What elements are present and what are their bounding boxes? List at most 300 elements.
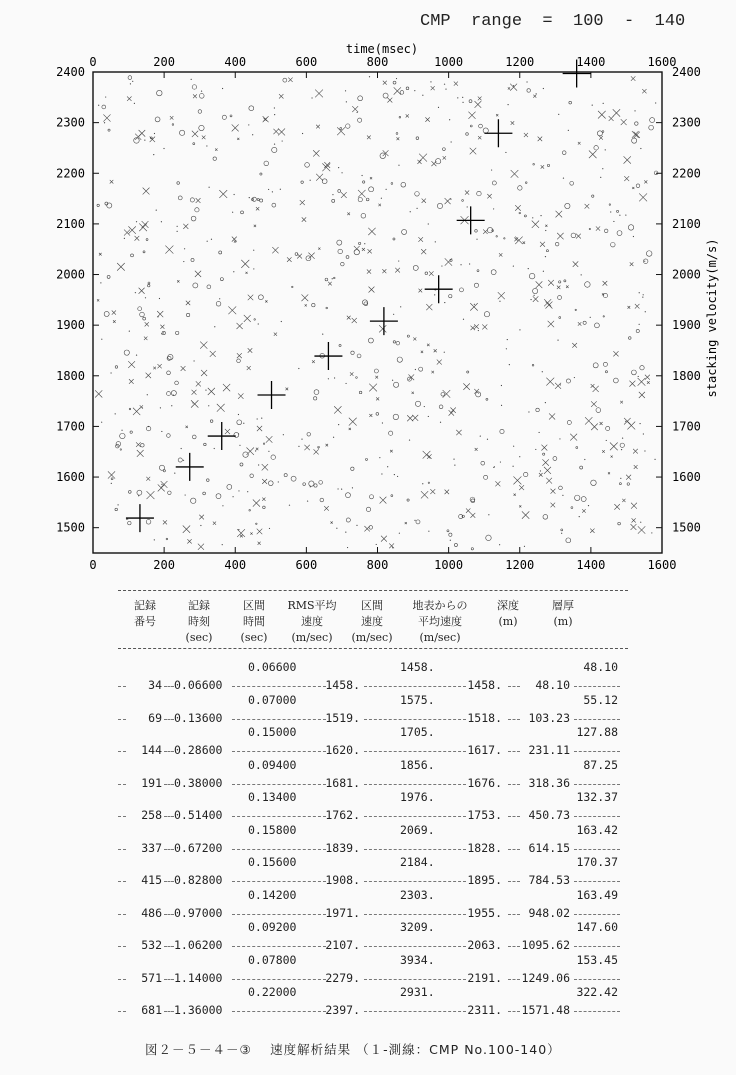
scatter-mark: [338, 167, 339, 168]
scatter-mark: [559, 438, 560, 439]
table-header-text: (sec): [240, 631, 268, 644]
record-number-cell: 681: [141, 1003, 162, 1017]
scatter-mark: [192, 390, 197, 395]
scatter-mark: [116, 442, 121, 447]
scatter-mark: [470, 148, 476, 154]
scatter-mark: [499, 544, 500, 545]
average-velocity-cell: 1676.: [467, 775, 502, 790]
scatter-mark: [249, 197, 250, 198]
layer-thickness-cell: 147.60: [576, 920, 618, 934]
layer-thickness-cell: 322.42: [576, 985, 618, 999]
scatter-mark: [578, 322, 582, 326]
record-time-cell: 0.13600: [174, 710, 223, 725]
scatter-mark: [163, 148, 164, 149]
scatter-mark: [449, 533, 452, 536]
record-number-cell: 571: [141, 970, 162, 985]
scatter-mark: [258, 464, 259, 465]
scatter-mark: [108, 471, 115, 478]
scatter-mark: [237, 138, 239, 140]
scatter-mark: [258, 542, 261, 545]
scatter-mark: [638, 376, 639, 377]
velocity-pick-mark: [484, 119, 512, 147]
scatter-mark: [219, 251, 222, 254]
scatter-mark: [136, 221, 137, 222]
scatter-mark: [177, 280, 179, 282]
scatter-mark: [367, 136, 371, 140]
scatter-mark: [444, 84, 445, 85]
x-tick-label-top: 200: [153, 55, 175, 69]
scatter-mark: [256, 523, 258, 525]
scatter-mark: [316, 174, 323, 181]
scatter-mark: [195, 208, 199, 212]
scatter-mark: [613, 109, 620, 116]
scatter-mark: [369, 287, 375, 293]
scatter-mark: [246, 447, 253, 454]
y-tick-label-right: 1600: [672, 470, 701, 485]
x-tick-label-top: 600: [295, 55, 318, 69]
scatter-mark: [104, 311, 109, 316]
scatter-mark: [434, 349, 437, 352]
scatter-mark: [631, 370, 636, 375]
scatter-mark: [227, 484, 232, 489]
scatter-mark: [253, 268, 254, 269]
scatter-mark: [331, 521, 333, 523]
scatter-mark: [513, 476, 521, 484]
table-header-text: (m/sec): [291, 631, 333, 644]
scatter-mark: [474, 324, 479, 329]
scatter-mark: [396, 341, 400, 345]
scatter-mark: [136, 442, 141, 447]
scatter-mark: [101, 422, 102, 423]
y-tick-label-right: 1700: [672, 419, 701, 434]
scatter-mark: [509, 364, 510, 365]
scatter-mark: [445, 88, 446, 89]
scatter-mark: [183, 261, 184, 262]
scatter-mark: [320, 498, 324, 502]
scatter-mark: [421, 351, 423, 353]
scatter-mark: [214, 448, 215, 449]
scatter-mark: [298, 446, 299, 447]
depth-cell: 1095.62: [521, 938, 570, 952]
scatter-mark: [181, 366, 186, 371]
scatter-mark: [611, 456, 613, 458]
table-header-text: (m/sec): [351, 631, 393, 644]
y-axis-label: stacking velocity(m/s): [705, 238, 719, 398]
scatter-mark: [584, 459, 585, 460]
record-number-cell: 69: [148, 710, 162, 725]
scatter-mark: [492, 181, 496, 185]
record-number-cell: 191: [141, 775, 162, 790]
scatter-mark: [600, 177, 601, 178]
scatter-mark: [376, 397, 379, 400]
interval-time-cell: 0.15800: [248, 822, 297, 837]
scatter-mark: [262, 498, 265, 501]
scatter-mark: [196, 381, 201, 386]
scatter-mark: [168, 491, 172, 495]
scatter-mark: [160, 325, 164, 329]
scatter-mark: [369, 495, 373, 499]
scatter-mark: [597, 131, 602, 136]
scatter-mark: [525, 182, 527, 184]
scatter-mark: [209, 187, 210, 188]
scatter-mark: [390, 450, 392, 452]
scatter-mark: [316, 125, 320, 129]
scatter-mark: [514, 237, 518, 241]
scatter-mark: [427, 454, 432, 459]
record-time-cell: 0.38000: [174, 775, 223, 790]
rms-velocity-cell: 1839.: [325, 840, 360, 855]
scatter-mark: [514, 494, 516, 496]
table-header-text: 速度: [361, 615, 383, 628]
scatter-mark: [475, 230, 478, 233]
scatter-mark: [609, 204, 611, 206]
scatter-mark: [621, 449, 622, 450]
scatter-mark: [201, 91, 202, 92]
scatter-mark: [167, 434, 171, 438]
scatter-mark: [441, 265, 442, 266]
scatter-mark: [198, 110, 202, 114]
table-dash: [164, 784, 174, 785]
scatter-mark: [477, 191, 481, 195]
scatter-mark: [248, 124, 249, 125]
scatter-mark: [628, 337, 631, 340]
scatter-mark: [244, 315, 251, 322]
table-header-text: 番号: [134, 615, 156, 628]
velocity-pick-mark: [176, 453, 204, 481]
scatter-mark: [416, 208, 417, 209]
scatter-mark: [190, 198, 194, 202]
scatter-mark: [639, 292, 640, 293]
scatter-mark: [540, 470, 541, 471]
scatter-mark: [527, 89, 530, 92]
table-header-text: 平均速度: [418, 615, 462, 628]
scatter-mark: [478, 330, 479, 331]
scatter-mark: [415, 369, 416, 370]
table-header-text: 区間: [243, 599, 265, 612]
scatter-mark: [265, 300, 267, 302]
scatter-mark: [124, 350, 129, 355]
scatter-mark: [228, 306, 236, 314]
layer-thickness-cell: 87.25: [583, 757, 618, 772]
scatter-mark: [594, 323, 599, 328]
x-tick-label-bottom: 1200: [505, 558, 535, 572]
scatter-mark: [128, 361, 135, 368]
scatter-mark: [157, 364, 161, 368]
scatter-mark: [337, 240, 342, 245]
scatter-mark: [300, 200, 305, 205]
table-header-text: (m): [498, 615, 518, 628]
scatter-mark: [437, 203, 442, 208]
scatter-mark: [161, 431, 162, 432]
scatter-mark: [566, 379, 570, 383]
scatter-mark: [544, 299, 551, 306]
scatter-mark: [511, 121, 515, 125]
scatter-mark: [413, 265, 418, 270]
record-number-cell: 34: [148, 678, 162, 692]
scatter-mark: [634, 465, 638, 469]
scatter-mark: [309, 481, 314, 486]
table-header-text: 時間: [243, 615, 265, 628]
scatter-mark: [456, 430, 461, 435]
scatter-mark: [208, 405, 209, 406]
scatter-mark: [545, 230, 546, 231]
scatter-mark: [444, 352, 445, 353]
scatter-mark: [585, 282, 591, 288]
scatter-mark: [351, 467, 354, 470]
scatter-mark: [574, 377, 575, 378]
scatter-mark: [585, 204, 590, 209]
scatter-mark: [539, 473, 543, 477]
scatter-mark: [392, 547, 393, 548]
scatter-mark: [528, 268, 529, 269]
scatter-mark: [313, 397, 316, 400]
scatter-mark: [288, 78, 292, 82]
scatter-mark: [262, 464, 268, 470]
scatter-mark: [613, 378, 618, 383]
scatter-mark: [475, 101, 482, 108]
scatter-mark: [148, 282, 150, 284]
scatter-mark: [326, 444, 328, 446]
scatter-mark: [130, 431, 132, 433]
table-dash: [164, 979, 174, 980]
scatter-mark: [391, 183, 393, 185]
scatter-mark: [145, 297, 146, 298]
scatter-mark: [533, 163, 535, 165]
scatter-mark: [639, 324, 640, 325]
scatter-mark: [567, 420, 571, 424]
x-tick-label-bottom: 0: [89, 558, 97, 572]
scatter-mark: [638, 526, 645, 533]
scatter-mark: [647, 381, 650, 384]
scatter-mark: [304, 445, 309, 450]
scatter-mark: [120, 433, 125, 438]
scatter-mark: [563, 178, 564, 179]
velocity-pick-mark: [457, 206, 485, 234]
table-header-text: 記録: [188, 599, 210, 612]
scatter-mark: [258, 323, 259, 324]
scatter-mark: [605, 371, 607, 373]
scatter-mark: [332, 199, 335, 202]
velocity-pick-mark: [370, 307, 398, 335]
scatter-mark: [159, 465, 164, 470]
scatter-mark: [347, 547, 348, 548]
scatter-mark: [283, 78, 287, 82]
cmp-range-title: CMP range = 100 - 140: [420, 12, 686, 31]
scatter-mark: [383, 93, 388, 98]
scatter-mark: [192, 435, 196, 439]
scatter-mark: [532, 221, 539, 228]
scatter-mark: [594, 146, 598, 150]
table-header-cell: [228, 598, 280, 646]
scatter-mark: [381, 198, 382, 199]
semblance-scatter: [95, 76, 658, 550]
scatter-mark: [358, 198, 362, 202]
scatter-mark: [249, 509, 251, 511]
scatter-mark: [206, 479, 209, 482]
scatter-mark: [171, 405, 172, 406]
scatter-mark: [201, 370, 207, 376]
table-dash: [574, 979, 620, 980]
scatter-mark: [222, 115, 226, 119]
scatter-mark: [635, 304, 640, 309]
scatter-mark: [468, 112, 475, 119]
scatter-mark: [409, 439, 410, 440]
scatter-mark: [491, 270, 496, 275]
scatter-mark: [419, 154, 427, 162]
velocity-pick-mark: [314, 342, 342, 370]
table-header-text: (m/sec): [419, 631, 461, 644]
scatter-mark: [136, 354, 137, 355]
x-axis-label: time(msec): [345, 42, 419, 56]
x-tick-label-top: 800: [366, 55, 389, 69]
scatter-mark: [186, 426, 188, 428]
scatter-mark: [534, 295, 535, 296]
scatter-mark: [205, 389, 206, 390]
scatter-mark: [268, 481, 273, 486]
scatter-mark: [465, 190, 469, 194]
scatter-mark: [238, 393, 243, 398]
scatter-mark: [361, 213, 366, 218]
scatter-mark: [222, 544, 223, 545]
scatter-mark: [198, 544, 204, 550]
average-velocity-cell: 1617.: [467, 743, 502, 757]
scatter-mark: [345, 493, 350, 498]
record-number-cell: 415: [141, 873, 162, 887]
scatter-mark: [193, 143, 195, 145]
record-number-cell: 532: [141, 938, 162, 952]
scatter-mark: [582, 509, 586, 513]
scatter-mark: [191, 79, 192, 80]
scatter-mark: [596, 226, 600, 230]
scatter-mark: [499, 253, 502, 256]
scatter-mark: [135, 134, 141, 140]
scatter-mark: [624, 176, 629, 181]
scatter-mark: [124, 238, 125, 239]
scatter-mark: [256, 207, 259, 210]
scatter-mark: [543, 514, 548, 519]
scatter-mark: [332, 278, 333, 279]
scatter-mark: [268, 189, 269, 190]
scatter-mark: [524, 215, 526, 217]
scatter-mark: [369, 76, 370, 77]
scatter-mark: [477, 270, 479, 272]
scatter-mark: [569, 101, 572, 104]
scatter-mark: [117, 504, 118, 505]
interval-velocity-cell: 1856.: [400, 757, 435, 772]
scatter-mark: [499, 301, 500, 302]
scatter-mark: [156, 209, 157, 210]
scatter-mark: [580, 466, 583, 469]
scatter-mark: [146, 239, 148, 241]
scatter-mark: [438, 107, 439, 108]
scatter-mark: [386, 189, 387, 190]
scatter-mark: [454, 464, 455, 465]
layer-thickness-cell: 48.10: [583, 660, 618, 674]
scatter-mark: [570, 181, 574, 185]
scatter-mark: [435, 241, 436, 242]
scatter-mark: [532, 364, 534, 366]
scatter-mark: [639, 193, 647, 201]
scatter-mark: [312, 360, 315, 363]
scatter-mark: [407, 415, 413, 421]
scatter-mark: [416, 137, 419, 140]
scatter-mark: [370, 177, 372, 179]
scatter-mark: [427, 344, 429, 346]
scatter-mark: [634, 110, 635, 111]
scatter-mark: [128, 491, 131, 494]
scatter-mark: [115, 413, 116, 414]
scatter-mark: [376, 413, 379, 416]
scatter-mark: [640, 522, 641, 523]
scatter-mark: [243, 452, 248, 457]
scatter-mark: [143, 251, 145, 253]
scatter-mark: [207, 285, 211, 289]
scatter-mark: [369, 384, 377, 392]
scatter-mark: [538, 137, 542, 141]
scatter-mark: [167, 392, 171, 396]
scatter-mark: [533, 296, 539, 302]
scatter-mark: [154, 539, 155, 540]
scatter-mark: [223, 384, 230, 391]
scatter-mark: [544, 467, 551, 474]
average-velocity-cell: 2311.: [467, 1003, 502, 1017]
scatter-mark: [620, 443, 624, 447]
scatter-mark: [147, 394, 148, 395]
scatter-mark: [345, 383, 346, 384]
y-tick-label-left: 2200: [56, 166, 85, 181]
scatter-mark: [166, 538, 168, 540]
scatter-mark: [635, 122, 638, 125]
scatter-mark: [255, 450, 256, 451]
scatter-mark: [111, 483, 112, 484]
scatter-mark: [333, 437, 334, 438]
scatter-mark: [449, 294, 452, 297]
scatter-mark: [556, 211, 563, 218]
table-header-text: 層厚: [552, 599, 574, 612]
scatter-mark: [191, 216, 196, 221]
scatter-mark: [113, 320, 116, 323]
scatter-mark: [135, 236, 140, 241]
scatter-mark: [600, 422, 603, 425]
scatter-mark: [428, 223, 429, 224]
scatter-mark: [349, 418, 357, 426]
table-dash: [164, 881, 174, 882]
scatter-mark: [462, 515, 464, 517]
scatter-mark: [564, 280, 566, 282]
scatter-mark: [542, 459, 548, 465]
scatter-mark: [603, 281, 608, 286]
scatter-mark: [405, 522, 407, 524]
scatter-mark: [542, 371, 543, 372]
scatter-mark: [613, 351, 618, 356]
scatter-mark: [210, 351, 216, 357]
scatter-mark: [553, 457, 557, 461]
scatter-mark: [138, 495, 139, 496]
scatter-mark: [313, 150, 319, 156]
scatter-mark: [354, 246, 360, 252]
scatter-mark: [382, 422, 383, 423]
record-number-cell: 144: [141, 743, 162, 757]
scatter-mark: [649, 125, 654, 130]
scatter-mark: [214, 326, 215, 327]
scatter-mark: [501, 385, 502, 386]
interval-time-cell: 0.09200: [248, 920, 297, 934]
scatter-mark: [132, 81, 133, 82]
scatter-mark: [358, 96, 363, 101]
table-dash: [574, 914, 620, 915]
rms-velocity-cell: 1458.: [325, 678, 360, 692]
y-tick-label-left: 2300: [56, 115, 85, 130]
